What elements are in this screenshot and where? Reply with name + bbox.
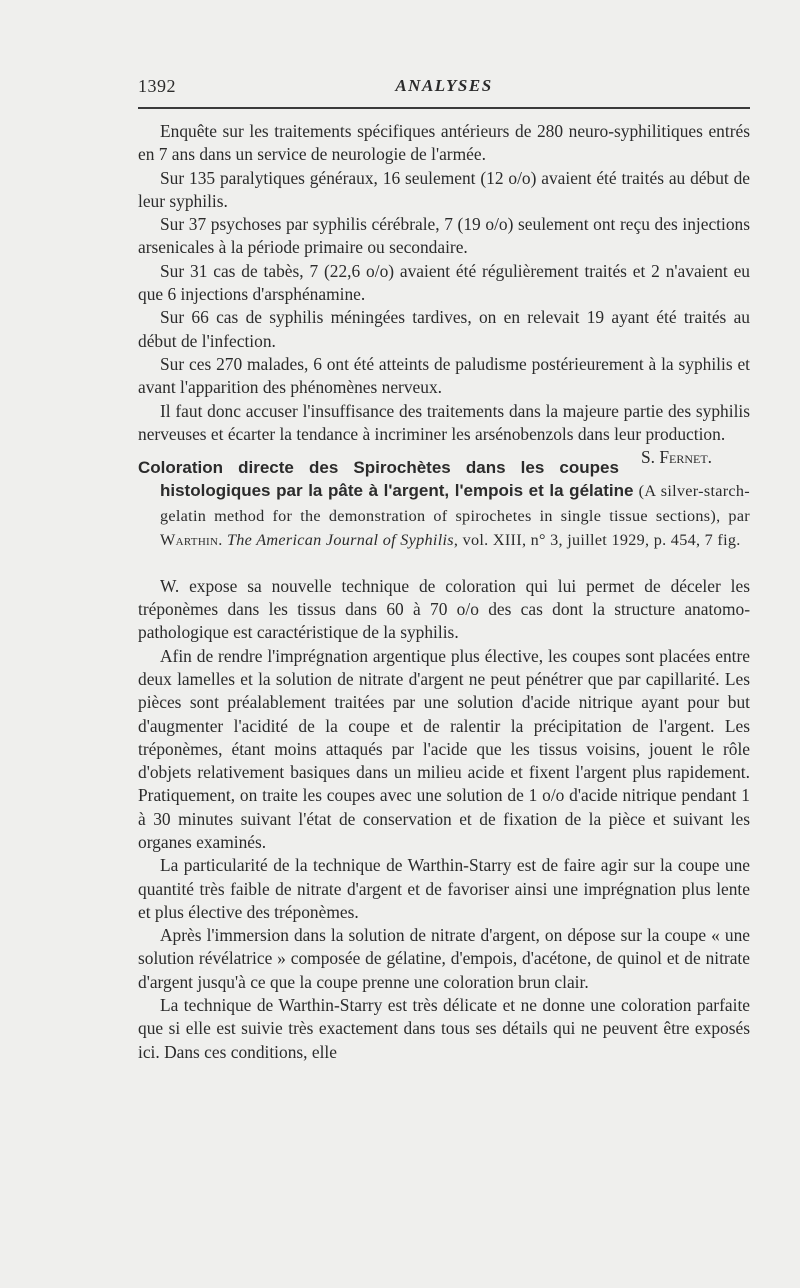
review-paragraph: Sur ces 270 malades, 6 ont été atteints de paludisme postérieurement à la syphilis et avant l'apparition des phénomènes nerveux. — [138, 353, 750, 398]
article-author: Warthin — [160, 531, 219, 550]
page-number: 1392 — [138, 76, 176, 96]
review-paragraph: Sur 135 paralytiques généraux, 16 seulement (12 o/o) avaient été traités au début de leur syphilis. — [138, 167, 750, 211]
review-paragraph: Sur 37 psychoses par syphilis cérébrale, 7 (19 o/o) seulement ont reçu des injections arsenicales à la période primaire ou secondaire. — [138, 214, 750, 258]
review-warthin — [138, 456, 750, 1064]
final-text: Il faut donc accuser l'insuffisance des traitements dans la majeure partie des syphilis nerveuses et écarter la tendance à incriminer les arsénobenzols dans leur production. — [138, 400, 750, 444]
article-title: Coloration directe des Spirochètes dans les coupes histologiques par la pâte à l'argent, l'empois et la gélatine — [138, 458, 634, 501]
article-ref-before: (A silver-starch-gelatin method for the demonstration of spirochetes in single tissue sections), par — [160, 482, 750, 525]
article-heading — [138, 456, 750, 552]
article-ref-after: , vol. XIII, n° 3, juillet 1929, p. 454, 7 fig. — [453, 531, 741, 550]
review-paragraph: W. expose sa nouvelle technique de coloration qui lui permet de déceler les tréponèmes dans les tissus dans 60 à 70 o/o des cas dont la structure anatomo-pathologique est caractéristique de la syphilis. — [138, 575, 750, 643]
review-paragraph: Enquête sur les traitements spécifiques antérieurs de 280 neuro-syphilitiques entrés en 7 ans dans un service de neurologie de l'armée. — [138, 121, 750, 165]
reviewer-signature: S. Fernet. — [640, 447, 712, 468]
review-paragraph: La technique de Warthin-Starry est très délicate et ne donne une coloration parfaite que si elle est suivie très exactement dans tous ses détails qui ne peuvent être exposés ici. Dans ces conditions, elle — [138, 995, 750, 1062]
review-paragraph: Afin de rendre l'imprégnation argentique plus élective, les coupes sont placées entre deux lamelles et la solution de nitrate d'argent ne peut pénétrer que par capillarité. Les pièces sont préalablement traitées par une solution d'acide nitrique ayant pour but d'augmenter l'acidité de la coupe et de ralentir la précipitation de l'argent. Les tréponèmes, étant moins attaqués par l'acide que les tissus voisins, jouent le rôle d'objets relativement basiques dans un milieu acide et fixent l'argent plus rapidement. Pratiquement, on traite les coupes avec une solution de 1 o/o d'acide nitrique pendant 1 à 30 minutes suivant l'état de conservation et de fixation de la pièce et suivant les organes examinés. — [138, 645, 750, 852]
page-body — [138, 120, 750, 1064]
running-head: ANALYSES — [395, 76, 493, 95]
review-neurosyphilis — [138, 120, 750, 468]
page-header — [138, 76, 750, 102]
header-rule — [138, 107, 750, 109]
article-journal: The American Journal of Syphilis — [226, 531, 454, 550]
review-paragraph: Sur 31 cas de tabès, 7 (22,6 o/o) avaient été régulièrement traités et 2 n'avaient eu que 6 injections d'arsphénamine. — [138, 260, 750, 305]
article-ref-mid: . — [218, 531, 227, 550]
review-paragraph-final — [138, 400, 750, 468]
review-paragraph: La particularité de la technique de Warthin-Starry est de faire agir sur la coupe une quantité très faible de nitrate d'argent et de favoriser ainsi une imprégnation plus lente et plus élective des tréponèmes. — [138, 855, 750, 922]
review-paragraph: Sur 66 cas de syphilis méningées tardives, on en relevait 19 ayant été traités au début de l'infection. — [138, 307, 750, 351]
review-paragraph: Après l'immersion dans la solution de nitrate d'argent, on dépose sur la coupe « une solution révélatrice » composée de gélatine, d'empois, d'acétone, de quinol et de nitrate d'argent jusqu'à ce que la coupe prenne une coloration brun clair. — [138, 925, 750, 992]
